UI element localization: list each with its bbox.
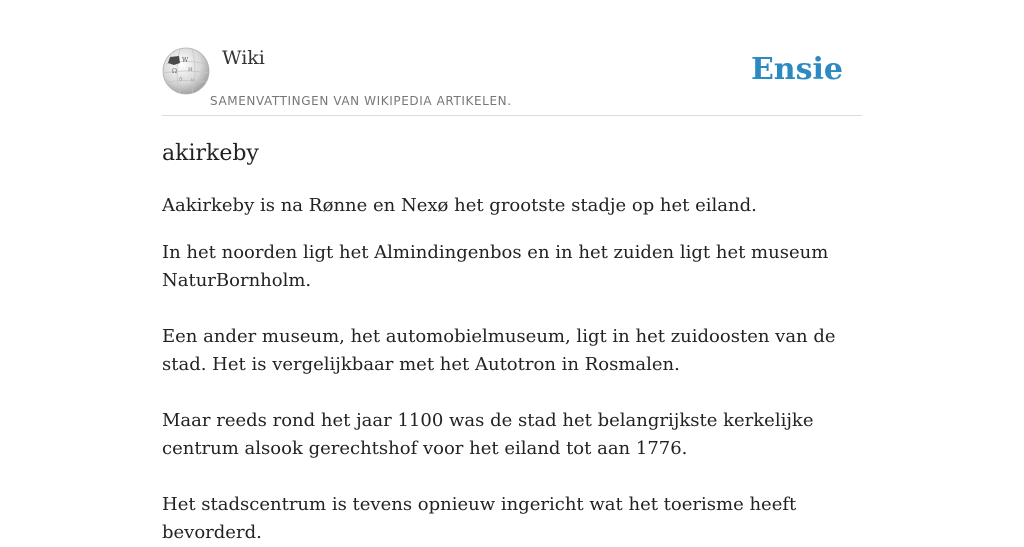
article-paragraph: Het stadscentrum is tevens opnieuw ingericht wat het toerisme heeft bevorderd. <box>162 494 797 543</box>
wikipedia-globe-icon[interactable] <box>162 47 210 95</box>
svg-text:ウ: ウ <box>178 77 184 83</box>
brand-logo-link[interactable]: Ensie <box>750 52 843 87</box>
svg-text:И: И <box>188 67 193 73</box>
svg-text:W: W <box>182 57 189 64</box>
article-paragraph: Een ander museum, het automobielmuseum, ligt in het zuidoosten van de stad. Het is vergelijkbaar met het Autotron in Rosmalen. <box>162 326 836 375</box>
site-tagline: SAMENVATTINGEN VAN WIKIPEDIA ARTIKELEN. <box>210 94 512 108</box>
article-paragraph: Maar reeds rond het jaar 1100 was de stad het belangrijkste kerkelijke centrum alsook gerechtshof voor het eiland tot aan 1776. <box>162 410 814 459</box>
svg-text:ν: ν <box>191 77 195 83</box>
article-paragraph: In het noorden ligt het Almindingenbos en in het zuiden ligt het museum NaturBornholm. <box>162 242 829 291</box>
article-title: akirkeby <box>162 141 259 166</box>
article-body <box>162 192 862 547</box>
site-name-link[interactable]: Wiki <box>222 47 265 69</box>
site-header <box>162 46 862 116</box>
svg-text:Ω: Ω <box>172 68 177 75</box>
article-paragraph: Aakirkeby is na Rønne en Nexø het grootste stadje op het eiland. <box>162 195 757 216</box>
